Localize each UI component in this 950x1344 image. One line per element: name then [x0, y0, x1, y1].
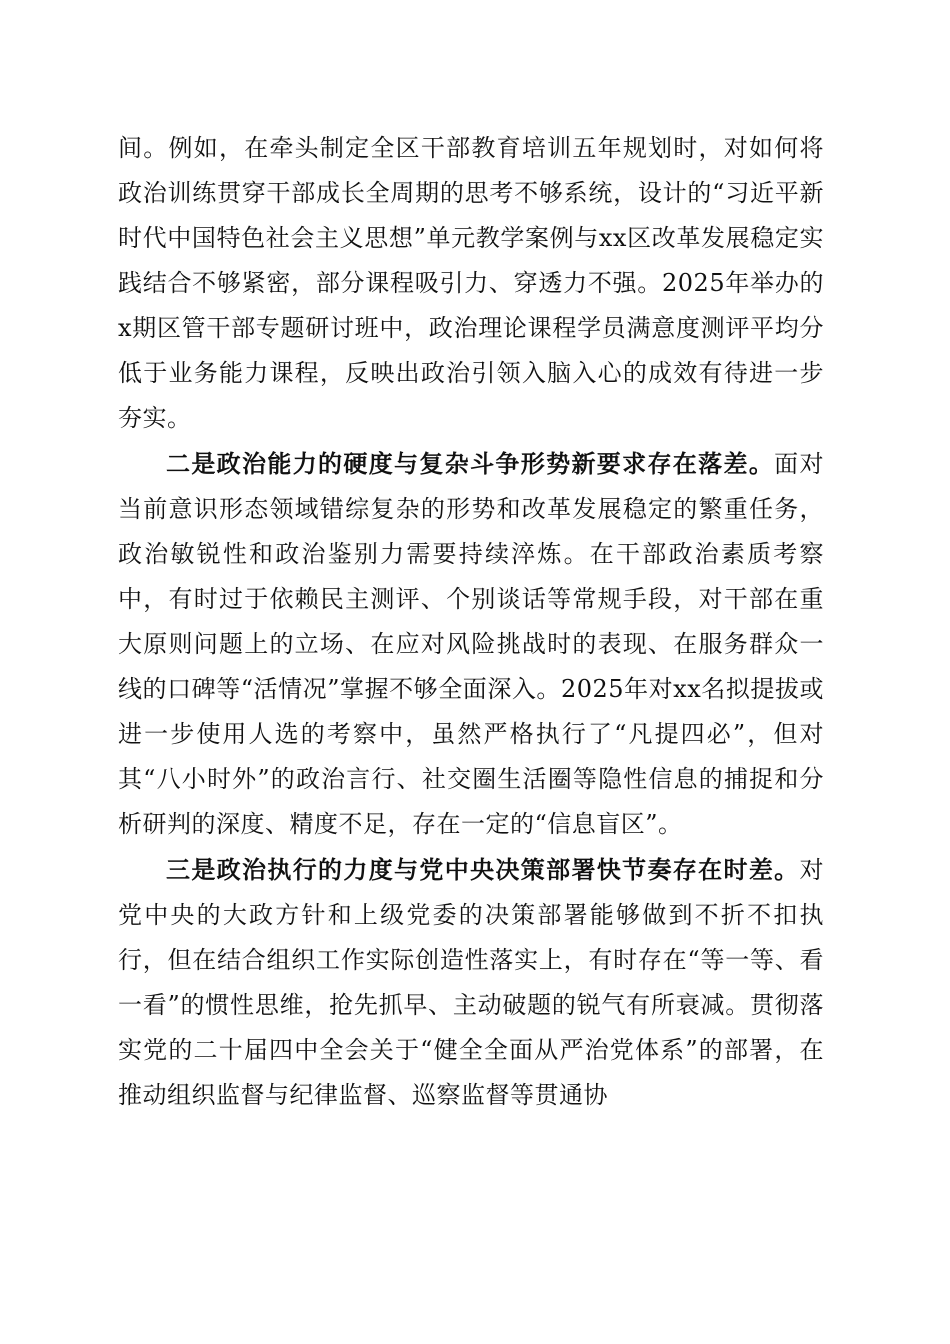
paragraph-3-body: 对党中央的大政方针和上级党委的决策部署能够做到不折不扣执行，但在结合组织工作实际创造性落实上，有时存在“等一等、看一看”的惯性思维，抢先抓早、主动破题的锐气有所衰减。贯彻落实党的二十届四中全会关于“健全全面从严治党体系”的部署，在推动组织监督与纪律监督、巡察监督等贯通协: [118, 856, 824, 1109]
paragraph-2-body: 面对当前意识形态领域错综复杂的形势和改革发展稳定的繁重任务，政治敏锐性和政治鉴别力需要持续淬炼。在干部政治素质考察中，有时过于依赖民主测评、个别谈话等常规手段，对干部在重大原则问题上的立场、在应对风险挑战时的表现、在服务群众一线的口碑等“活情况”掌握不够全面深入。2025年对xx名拟提拔或进一步使用人选的考察中，虽然严格执行了“凡提四必”，但对其“八小时外”的政治言行、社交圈生活圈等隐性信息的捕捉和分析研判的深度、精度不足，存在一定的“信息盲区”。: [118, 450, 825, 838]
paragraph-3-heading: 三是政治执行的力度与党中央决策部署快节奏存在时差。: [166, 855, 800, 884]
document-body: [118, 126, 824, 1118]
paragraph-continuation: [118, 126, 824, 441]
paragraph-1-body: 间。例如，在牵头制定全区干部教育培训五年规划时，对如何将政治训练贯穿干部成长全周期的思考不够系统，设计的“习近平新时代中国特色社会主义思想”单元教学案例与xx区改革发展稳定实践结合不够紧密，部分课程吸引力、穿透力不强。2025年举办的x期区管干部专题研讨班中，政治理论课程学员满意度测评平均分低于业务能力课程，反映出政治引领入脑入心的成效有待进一步夯实。: [118, 134, 824, 432]
paragraph-point-three: [118, 847, 824, 1118]
paragraph-point-two: [118, 441, 824, 847]
paragraph-2-heading: 二是政治能力的硬度与复杂斗争形势新要求存在落差。: [166, 449, 775, 478]
